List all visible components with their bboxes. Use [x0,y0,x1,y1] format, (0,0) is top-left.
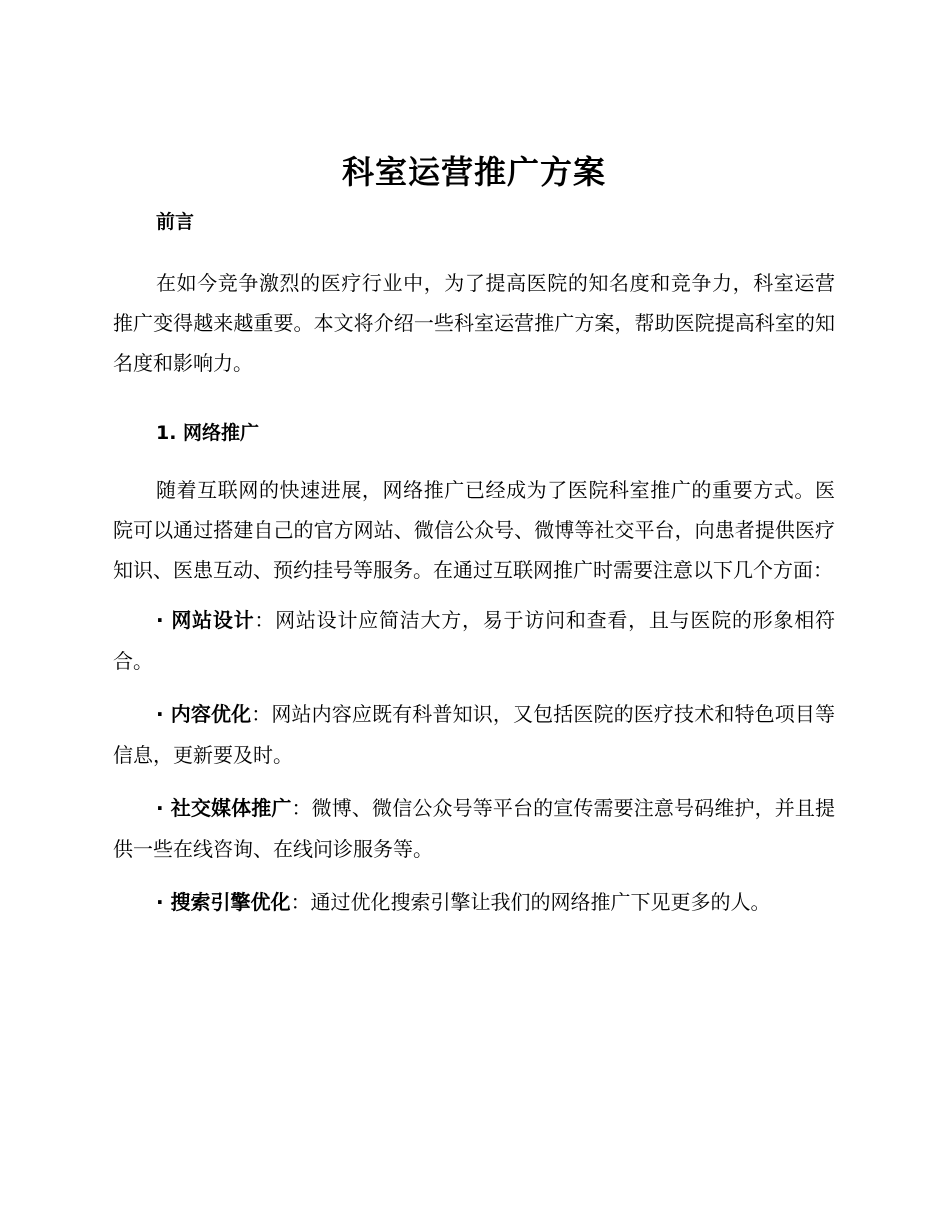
bullet-social-media [113,788,835,870]
bullet-label: · 搜索引擎优化 [156,890,291,914]
section-1-heading: 1. 网络推广 [156,422,260,444]
bullet-website-design [113,600,835,682]
bullet-text: ：通过优化搜索引擎让我们的网络推广下见更多的人。 [290,890,771,914]
document-title: 科室运营推广方案 [341,153,606,191]
bullet-content-optimization [113,694,835,776]
section-1-paragraph: 随着互联网的快速进展，网络推广已经成为了医院科室推广的重要方式。医院可以通过搭建自己的官方网站、微信公众号、微博等社交平台，向患者提供医疗知识、医患互动、预约挂号等服务。在通过互联网推广时需要注意以下几个方面： [113,478,835,582]
bullet-label: · 社交媒体推广 [156,796,292,820]
preface-heading: 前言 [156,211,195,233]
bullet-seo [113,882,835,923]
bullet-label: · 内容优化 [156,702,252,726]
bullet-text: ：微博、微信公众号等平台的宣传需要注意号码维护，并且提供一些在线咨询、在线问诊服务等。 [113,796,836,861]
bullet-label: · 网站设计 [156,608,255,632]
preface-paragraph: 在如今竞争激烈的医疗行业中，为了提高医院的知名度和竞争力，科室运营推广变得越来越重要。本文将介绍一些科室运营推广方案，帮助医院提高科室的知名度和影响力。 [113,271,835,375]
document-body [113,150,835,923]
bullet-text: ：网站内容应既有科普知识，又包括医院的医疗技术和特色项目等信息，更新要及时。 [113,702,835,767]
bullet-text: ：网站设计应简洁大方，易于访问和查看，且与医院的形象相符合。 [113,608,836,673]
